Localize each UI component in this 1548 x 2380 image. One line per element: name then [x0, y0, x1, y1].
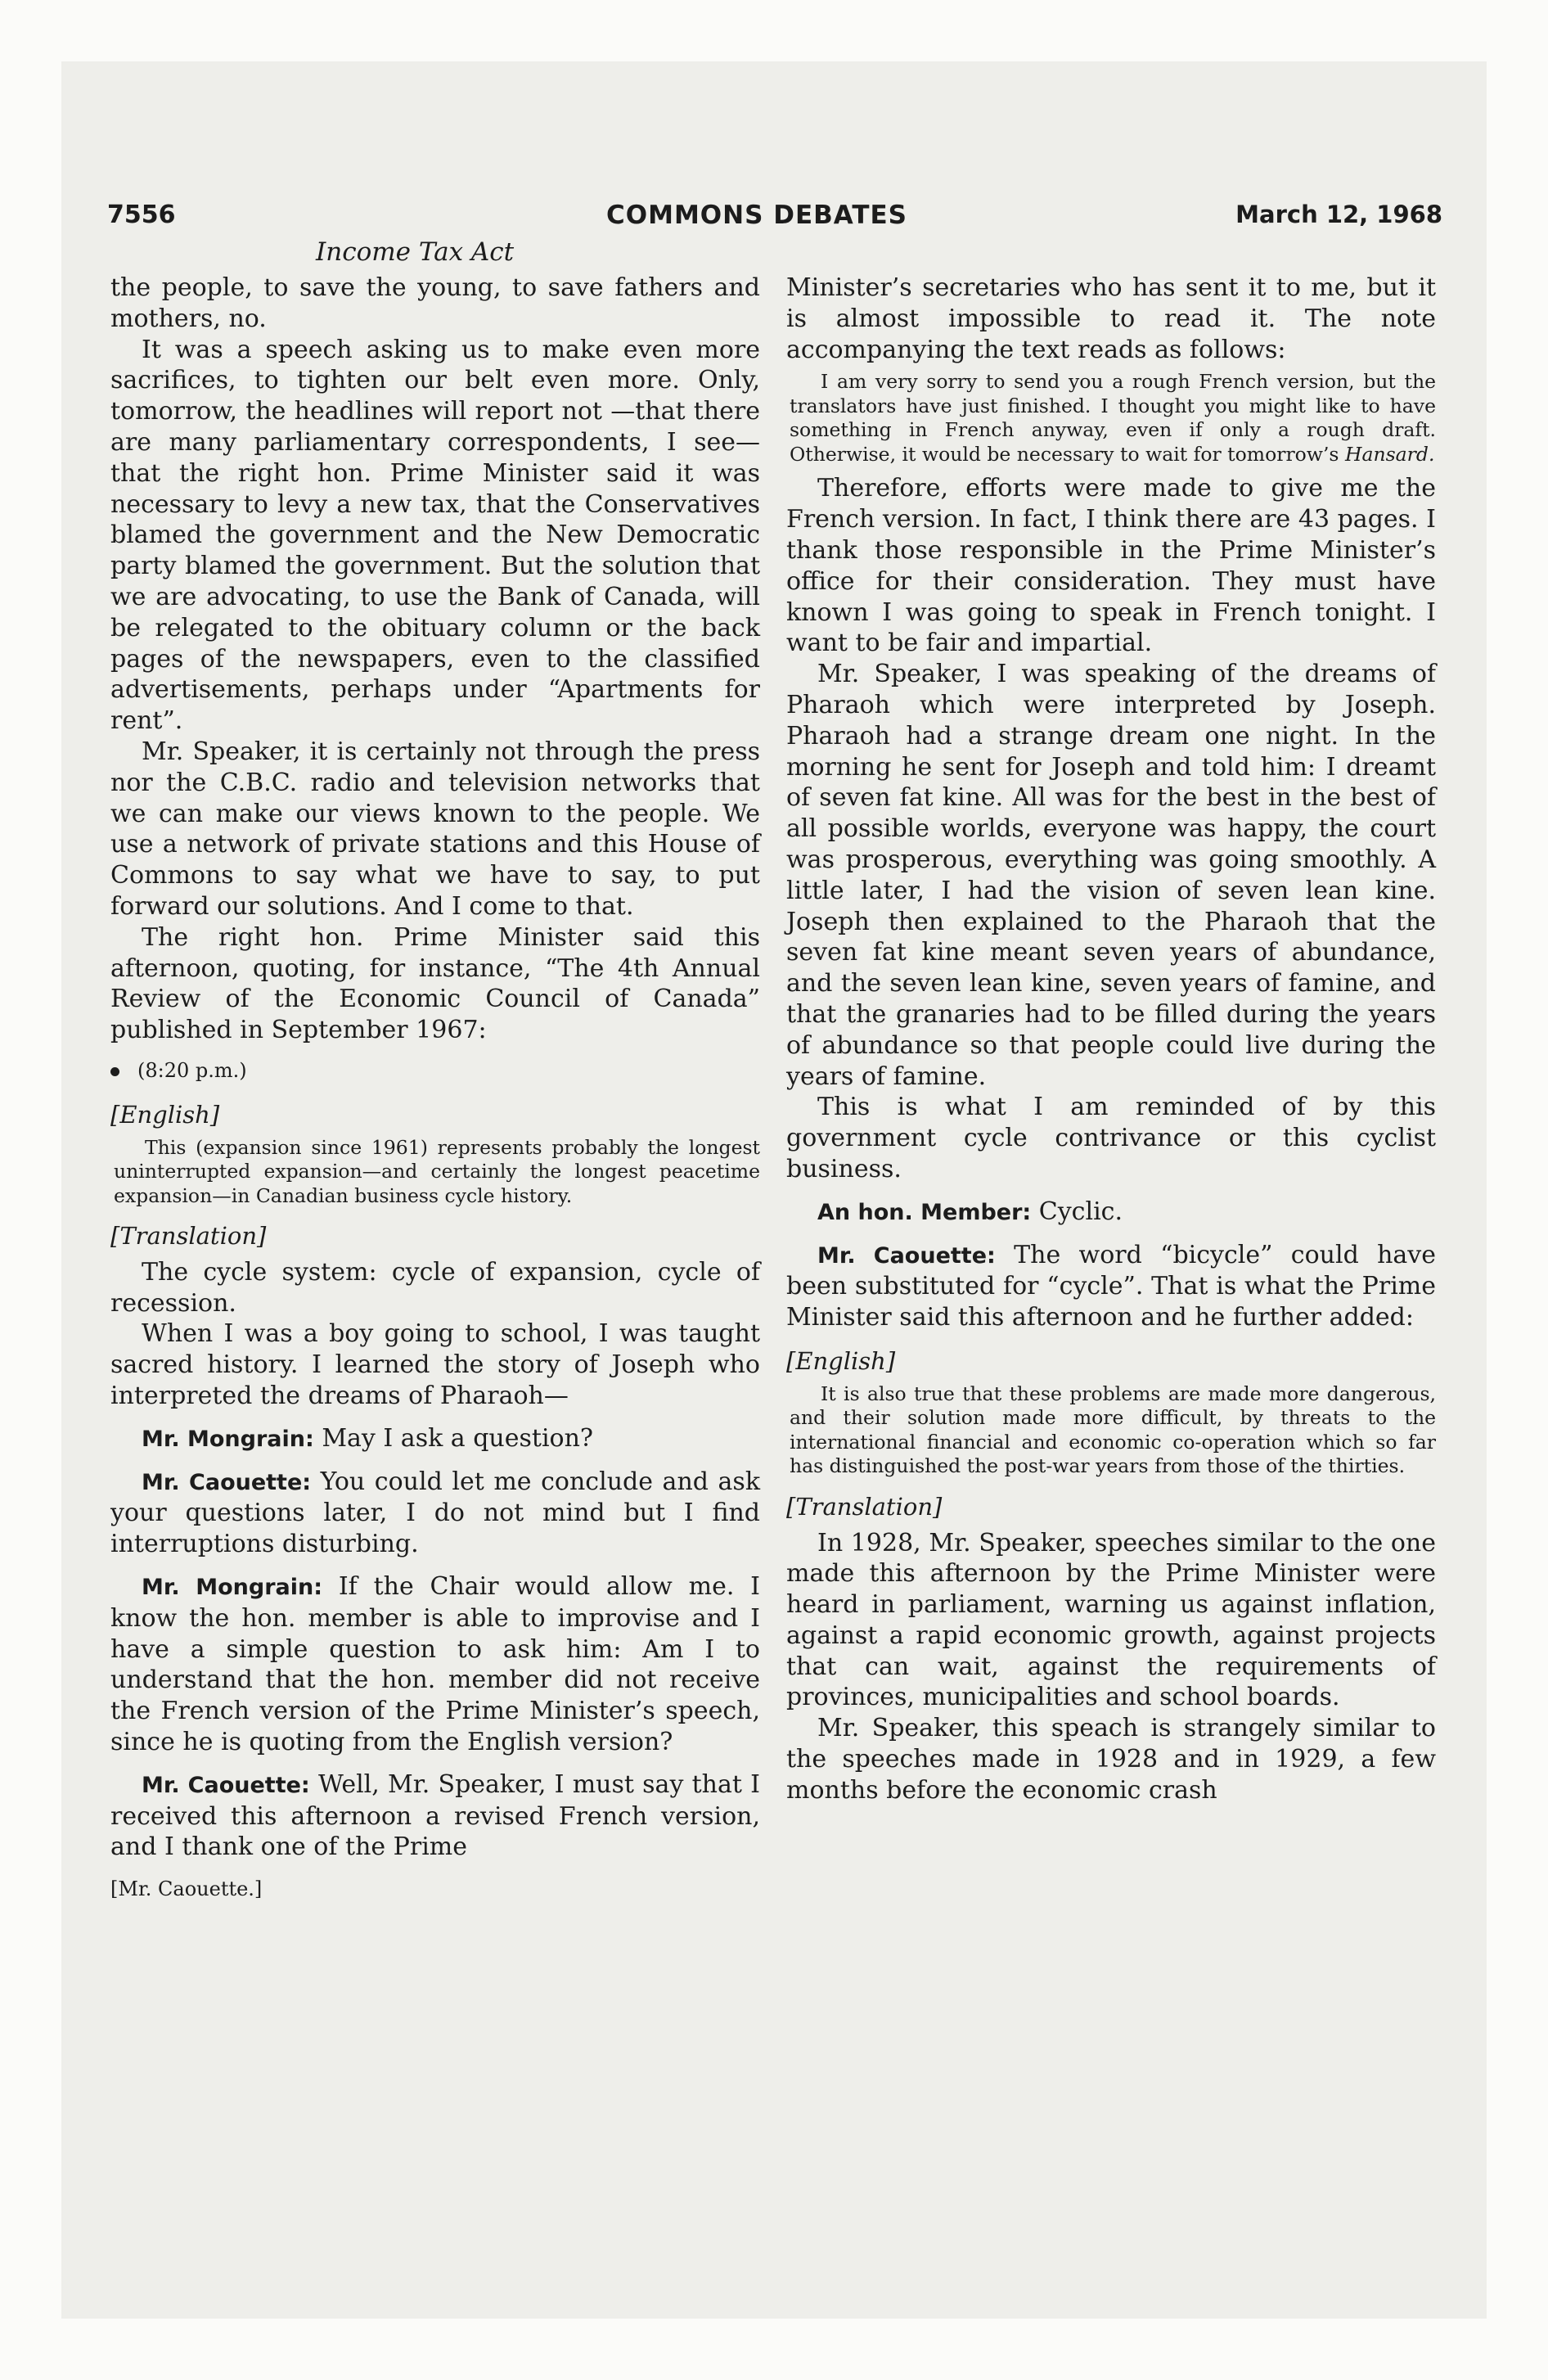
speech [110, 1571, 760, 1758]
speaker-name: Mr. Mongrain: [142, 1574, 323, 1600]
paragraph: The right hon. Prime Minister said this afternoon, quoting, for instance, “The 4th Annual Review of the Economic Council of Canada” published in September 1967: [110, 922, 760, 1045]
quotation: This (expansion since 1961) represents probably the longest uninterrupted expansion—and certainly the longest peacetime expansion—in Canadian business cycle history. [114, 1135, 760, 1207]
paragraph: In 1928, Mr. Speaker, speeches similar to the one made this afternoon by the Prime Minister were heard in parliament, warning us against inflation, against a rapid economic growth, against projects that can wait, against the requirements of provinces, municipalities and school boards. [786, 1528, 1436, 1712]
paragraph: The cycle system: cycle of expansion, cycle of recession. [110, 1257, 760, 1318]
speaker-name: An hon. Member: [817, 1199, 1032, 1225]
speech-text: You could let me conclude and ask your questions later, I do not mind but I find interruptions disturbing. [110, 1467, 760, 1559]
speaker-name: Mr. Caouette: [142, 1469, 312, 1495]
speaker-name: Mr. Caouette: [817, 1242, 996, 1269]
speaker-name: Mr. Caouette: [142, 1772, 310, 1798]
bullet-icon [110, 1067, 119, 1076]
speech [110, 1467, 760, 1560]
quotation [786, 370, 1436, 467]
paragraph: Mr. Speaker, this speach is strangely similar to the speeches made in 1928 and in 1929, a few months before the economic crash [786, 1714, 1436, 1805]
speech [786, 1197, 1436, 1228]
left-column [110, 273, 760, 1905]
speech [786, 1240, 1436, 1333]
speech [110, 1423, 760, 1455]
speech-text: Cyclic. [1038, 1197, 1123, 1226]
speaker-name: Mr. Mongrain: [142, 1426, 314, 1452]
time-text: (8:20 p.m.) [137, 1058, 247, 1082]
language-marker: [Translation] [786, 1492, 943, 1521]
page-date: March 12, 1968 [1235, 201, 1442, 228]
publication-title: COMMONS DEBATES [606, 201, 907, 230]
page-footer: [Mr. Caouette.] [110, 1877, 263, 1901]
section-heading: Income Tax Act [316, 237, 515, 267]
speech-text: If the Chair would allow me. I know the hon. member is able to improvise and I have a simple question to ask him: Am I to understand that the hon. member did not receive the French version of the Prime Minister’s speech, since he is quoting from the English version? [110, 1571, 760, 1756]
speech-text: May I ask a question? [322, 1423, 594, 1453]
speech-text: The word “bicycle” could have been substituted for “cycle”. That is what the Prime Minister said this afternoon and he further added: [786, 1240, 1436, 1332]
paragraph: the people, to save the young, to save fathers and mothers, no. [110, 273, 760, 333]
speech-text: Well, Mr. Speaker, I must say that I received this afternoon a revised French version, and I thank one of the Prime [110, 1769, 760, 1862]
paragraph: Therefore, efforts were made to give me the French version. In fact, I think there are 43 pages. I thank those responsible in the Prime Minister’s office for their consideration. They must have known I was going to speak in French tonight. I want to be fair and impartial. [786, 474, 1436, 658]
paragraph: Mr. Speaker, it is certainly not through the press nor the C.B.C. radio and television networks that we can make our views known to the people. We use a network of private stations and this House of Commons to say what we have to say, to put forward our solutions. And I come to that. [110, 737, 760, 921]
language-marker: [English] [110, 1100, 220, 1129]
page-header [107, 201, 1442, 233]
paragraph: Mr. Speaker, I was speaking of the dreams of Pharaoh which were interpreted by Joseph. Pharaoh had a strange dream one night. In the morning he sent for Joseph and told him: I dreamt of seven fat kine. All was for the best in the best of all possible worlds, everyone was happy, the court was prosperous, everything was going smoothly. A little later, I had the vision of seven lean kine. Joseph then explained to the Pharaoh that the seven fat kine meant seven years of abundance, and the seven lean kine, seven years of famine, and that the granaries had to be filled during the years of abundance so that people could live during the years of famine. [786, 660, 1436, 1091]
language-marker: [English] [786, 1346, 896, 1375]
quote-text: I am very sorry to send you a rough French version, but the translators have just finished. I thought you might like to have something in French anyway, even if only a rough draft. Otherwise, it would be necessary to wait for tomorrow’s [790, 370, 1436, 466]
right-column [786, 273, 1436, 1806]
paragraph: Minister’s secretaries who has sent it to me, but it is almost impossible to read it. The note accompanying the text reads as follows: [786, 273, 1436, 364]
time-stamp [110, 1056, 760, 1087]
quotation: It is also true that these problems are made more dangerous, and their solution made more difficult, by threats to the international financial and economic co-operation which so far has distinguished the post-war years from those of the thirties. [790, 1382, 1436, 1478]
paragraph: When I was a boy going to school, I was taught sacred history. I learned the story of Joseph who interpreted the dreams of Pharaoh— [110, 1319, 760, 1410]
paragraph: This is what I am reminded of by this government cycle contrivance or this cyclist business. [786, 1093, 1436, 1183]
paragraph: It was a speech asking us to make even more sacrifices, to tighten our belt even more. Only, tomorrow, the headlines will report not —that there are many parliamentary correspondents, I see—that the right hon. Prime Minister said it was necessary to levy a new tax, that the Conservatives blamed the government and the New Democratic party blamed the government. But the solution that we are advocating, to use the Bank of Canada, will be relegated to the obituary column or the back pages of the newspapers, even to the classified advertisements, perhaps under “Apartments for rent”. [110, 335, 760, 736]
speech [110, 1769, 760, 1863]
page-number: 7556 [107, 201, 176, 229]
language-marker: [Translation] [110, 1222, 267, 1251]
quote-italic: Hansard. [1344, 442, 1435, 466]
